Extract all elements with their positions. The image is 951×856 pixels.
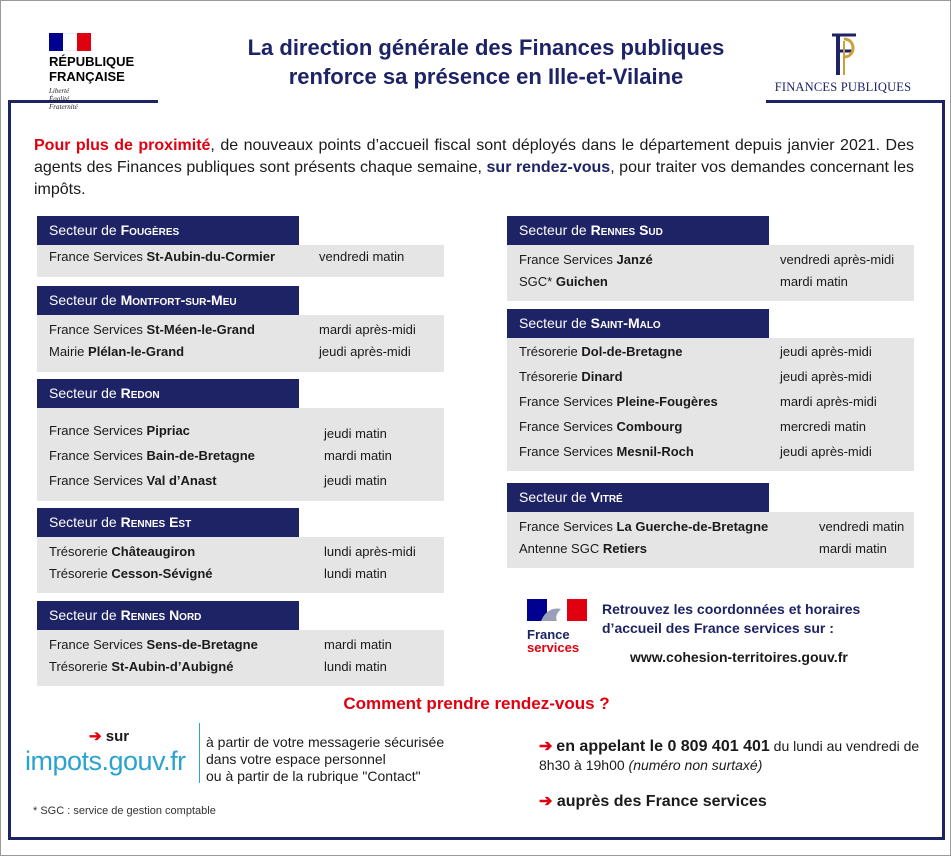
office-row: France Services Combourg mercredi matin: [519, 419, 866, 434]
sector-header: Secteur de Fougères: [37, 216, 299, 245]
sector-rennes-est: [37, 508, 444, 593]
fp-monogram-icon: [826, 31, 860, 77]
republique-francaise-logo: [49, 33, 134, 111]
sector-fougeres: [37, 216, 444, 277]
france-services-info: Retrouvez les coordonnées et horaires d’accueil des France services sur :: [602, 601, 861, 636]
red-arrow-icon: ➔: [539, 793, 553, 810]
sector-body: [507, 512, 914, 568]
phone-option: ➔ en appelant le 0 809 401 401 du lundi au vendredi de 8h30 à 19h00 (numéro non surtaxé): [539, 738, 920, 773]
france-services-logo: [527, 599, 587, 654]
intro-text-1: , de nouveaux points d’accueil fiscal sont déployés dans le département depuis janvier 2021. Des agents des Finances publiques sont présents chaque semaine,: [34, 137, 914, 176]
impots-sur-label: ➔ sur: [89, 728, 130, 745]
office-row: France Services Val d’Anast jeudi matin: [49, 473, 387, 488]
marianne-flag-icon: [527, 599, 587, 621]
office-row: France Services Pleine-Fougères mardi après-midi: [519, 394, 877, 409]
office-row: Mairie Plélan-le-Grand jeudi après-midi: [49, 344, 411, 359]
office-row: Trésorerie Dol-de-Bretagne jeudi après-midi: [519, 344, 872, 359]
office-row: France Services Bain-de-Bretagne mardi matin: [49, 448, 392, 463]
fp-logo-text: FINANCES PUBLIQUES: [774, 80, 912, 94]
sector-header: Secteur de Saint-Malo: [507, 309, 769, 338]
office-row: France Services Janzé vendredi après-midi: [519, 252, 895, 267]
intro-text-2: , pour traiter vos demandes concernant les impôts.: [34, 159, 914, 198]
office-row: France Services Pipriac jeudi matin: [49, 423, 387, 441]
sector-body: [37, 630, 444, 686]
impots-gouv-logo[interactable]: impots.gouv.fr: [25, 746, 186, 776]
office-row: France Services St-Méen-le-Grand mardi après-midi: [49, 322, 416, 337]
intro-highlight-proximity: Pour plus de proximité: [34, 137, 211, 154]
frame-top-right: [766, 100, 945, 103]
sector-vitre: [507, 483, 914, 568]
sector-rennes-nord: [37, 601, 444, 686]
finances-publiques-logo: [773, 31, 913, 95]
sector-header: Secteur de Montfort-sur-Meu: [37, 286, 299, 315]
page-title: La direction générale des Finances publiques renforce sa présence en Ille-et-Vilaine: [247, 35, 725, 89]
sector-body: [37, 408, 444, 501]
office-row: Trésorerie Dinard jeudi après-midi: [519, 369, 872, 384]
sector-redon: [37, 379, 444, 501]
office-row: France Services Mesnil-Roch jeudi après-midi: [519, 444, 872, 459]
office-row: France Services La Guerche-de-Bretagne vendredi matin: [519, 519, 905, 534]
sector-header: Secteur de Rennes Sud: [507, 216, 769, 245]
sector-body: [37, 315, 444, 372]
fs-logo-line2: services: [527, 640, 580, 655]
intro-paragraph: [34, 135, 914, 201]
marianne-flag-icon: [49, 33, 91, 51]
sector-header: Secteur de Vitré: [507, 483, 769, 512]
sector-header: Secteur de Redon: [37, 379, 299, 408]
red-arrow-icon: ➔: [89, 728, 102, 745]
impots-description: à partir de votre messagerie sécurisée dans votre espace personnel ou à partir de la rubrique "Contact": [206, 734, 445, 784]
how-to-book-title: Comment prendre rendez-vous ?: [343, 694, 610, 713]
office-row: Trésorerie Cesson-Sévigné lundi matin: [49, 566, 387, 581]
office-row: France Services St-Aubin-du-Cormier vendredi matin: [49, 249, 405, 264]
france-services-option: ➔ auprès des France services: [539, 793, 767, 810]
sector-saint-malo: [507, 309, 914, 471]
office-row: Antenne SGC Retiers mardi matin: [519, 541, 887, 556]
office-row: SGC* Guichen mardi matin: [519, 274, 848, 289]
sector-header: Secteur de Rennes Est: [37, 508, 299, 537]
frame-right: [942, 100, 945, 840]
sector-body: [37, 537, 444, 593]
footnote: * SGC : service de gestion comptable: [33, 805, 216, 817]
sector-body: [507, 338, 914, 471]
france-services-url[interactable]: www.cohesion-territoires.gouv.fr: [630, 649, 848, 665]
red-arrow-icon: ➔: [539, 738, 553, 755]
frame-left: [8, 100, 11, 840]
intro-highlight-appointment: sur rendez-vous: [486, 159, 611, 176]
republique-name: RÉPUBLIQUE FRANÇAISE: [49, 54, 135, 84]
sector-body: [507, 245, 914, 301]
fs-logo-line1: France: [527, 627, 570, 642]
sector-header: Secteur de Rennes Nord: [37, 601, 299, 630]
office-row: France Services Sens-de-Bretagne mardi matin: [49, 637, 392, 652]
sector-rennes-sud: [507, 216, 914, 301]
office-row: Trésorerie St-Aubin-d’Aubigné lundi matin: [49, 659, 387, 674]
republic-motto: Liberté Égalité Fraternité: [49, 87, 78, 111]
sector-montfort-sur-meu: [37, 286, 444, 372]
office-row: Trésorerie Châteaugiron lundi après-midi: [49, 544, 416, 559]
sector-body: [37, 245, 444, 277]
divider: [199, 723, 200, 783]
phone-number: en appelant le 0 809 401 401: [556, 738, 770, 755]
frame-bottom: [8, 837, 945, 840]
